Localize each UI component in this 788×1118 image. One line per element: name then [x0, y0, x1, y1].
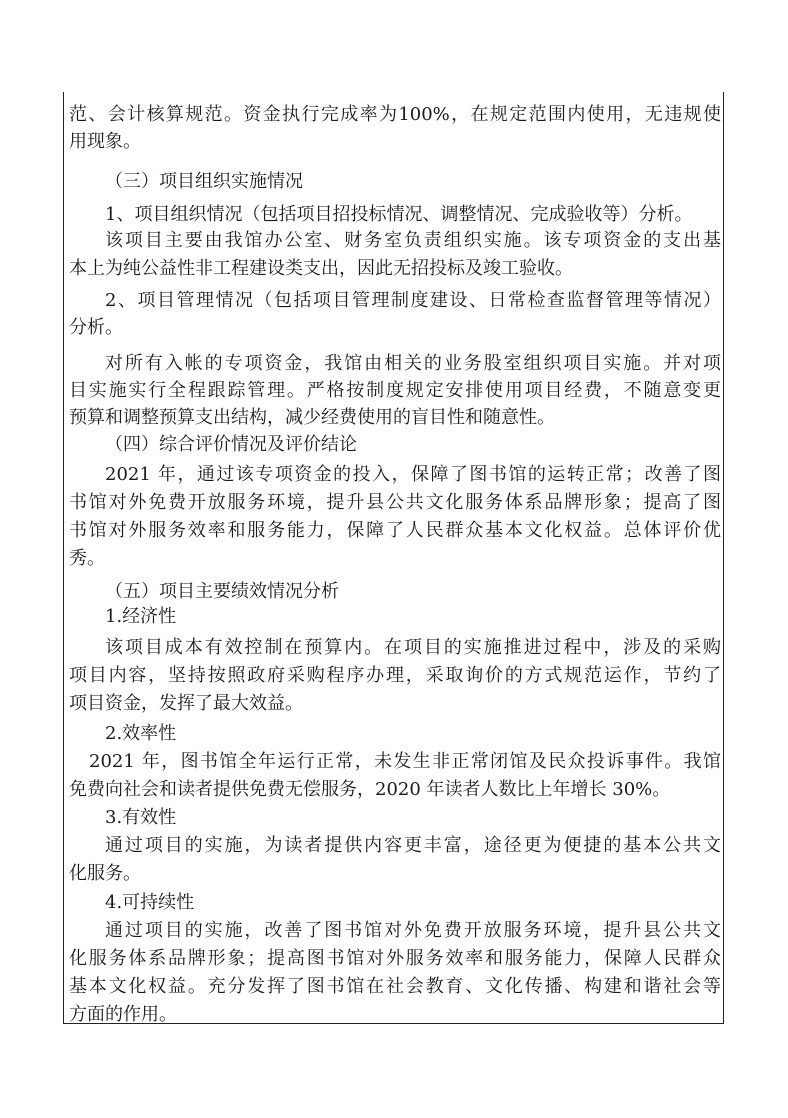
- text-line: 项目内容，坚持按照政府采购程序办理，采取询价的方式规范运作，节约了: [69, 665, 721, 686]
- text-line: 2021 年，通过该专项资金的投入，保障了图书馆的运转正常；改善了图: [105, 464, 721, 485]
- text-line: 分析。: [69, 317, 123, 338]
- text-line: 4.可持续性: [105, 892, 195, 913]
- text-line: 2021 年，图书馆全年运行正常，未发生非正常闭馆及民众投诉事件。我馆: [89, 751, 721, 772]
- text-line: 书馆对外免费开放服务环境，提升县公共文化服务体系品牌形象；提高了图: [69, 492, 721, 513]
- text-line: 化服务。: [69, 863, 141, 884]
- text-line: 免费向社会和读者提供免费无偿服务，2020 年读者人数比上年增长 30%。: [69, 779, 671, 800]
- text-line: 该项目成本有效控制在预算内。在项目的实施推进过程中，涉及的采购: [105, 637, 721, 658]
- text-line: 该项目主要由我馆办公室、财务室负责组织实施。该专项资金的支出基: [105, 230, 721, 251]
- text-line: 预算和调整预算支出结构，减少经费使用的盲目性和随意性。: [69, 407, 555, 428]
- text-line: 本上为纯公益性非工程建设类支出，因此无招投标及竣工验收。: [69, 258, 573, 279]
- text-line: 1、项目组织情况（包括项目招投标情况、调整情况、完成验收等）分析。: [105, 204, 693, 225]
- text-line: （三）项目组织实施情况: [105, 171, 303, 192]
- text-line: 书馆对外服务效率和服务能力，保障了人民群众基本文化权益。总体评价优: [69, 520, 721, 541]
- text-line: 对所有入帐的专项资金，我馆由相关的业务股室组织项目实施。并对项: [105, 353, 721, 374]
- text-line: 基本文化权益。充分发挥了图书馆在社会教育、文化传播、构建和谐社会等: [69, 976, 721, 997]
- text-line: 2、项目管理情况（包括项目管理制度建设、日常检查监督管理等情况）: [105, 290, 721, 311]
- text-line: 化服务体系品牌形象；提高图书馆对外服务效率和服务能力，保障人民群众: [69, 948, 721, 969]
- text-line: （四）综合评价情况及评价结论: [105, 434, 357, 455]
- text-line: 范、会计核算规范。资金执行完成率为100%，在规定范围内使用，无违规使: [69, 104, 721, 125]
- text-line: 2.效率性: [105, 723, 177, 744]
- text-line: 项目资金，发挥了最大效益。: [69, 693, 303, 714]
- text-line: 用现象。: [69, 131, 141, 152]
- text-line: （五）项目主要绩效情况分析: [105, 581, 339, 602]
- text-line: 1.经济性: [105, 606, 177, 627]
- text-line: 通过项目的实施，为读者提供内容更丰富，途径更为便捷的基本公共文: [105, 835, 721, 856]
- text-line: 通过项目的实施，改善了图书馆对外免费开放服务环境，提升县公共文: [105, 920, 721, 941]
- text-line: 秀。: [69, 548, 105, 569]
- text-line: 方面的作用。: [69, 1004, 177, 1025]
- text-line: 3.有效性: [105, 807, 177, 828]
- text-line: 目实施实行全程跟踪管理。严格按制度规定安排使用项目经费，不随意变更: [69, 380, 721, 401]
